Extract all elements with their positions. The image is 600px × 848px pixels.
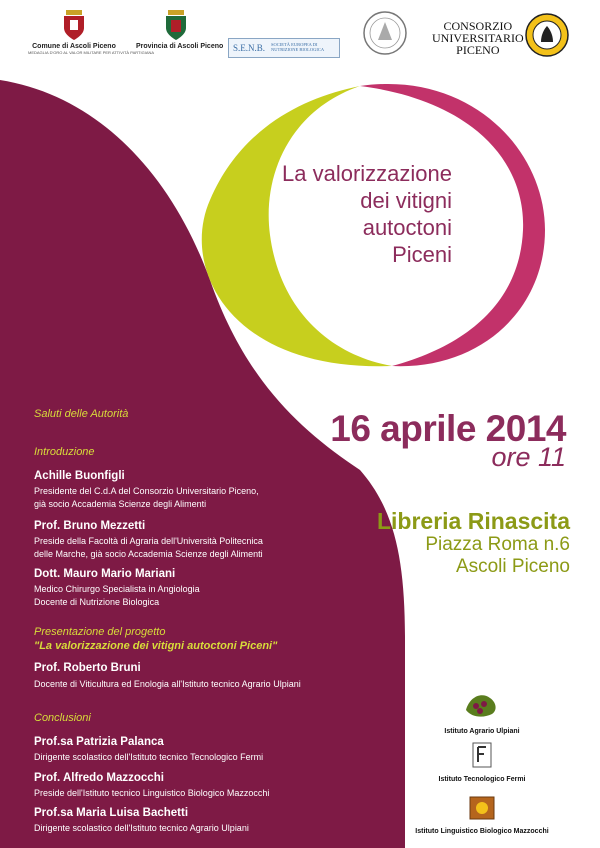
speaker-name: Prof. Roberto Bruni — [34, 662, 141, 674]
institute-ulpiani — [407, 690, 557, 735]
event-time: ore 11 — [491, 442, 566, 472]
speaker-role: Docente di Viticultura ed Enologia all'Istituto tecnico Agrario Ulpiani — [34, 679, 301, 689]
consorzio-seal-logo — [524, 12, 570, 61]
institute-name: Istituto Agrario Ulpiani — [444, 728, 520, 735]
senb-logo — [228, 38, 340, 58]
venue-address: Piazza Roma n.6 — [425, 534, 570, 555]
consorzio-seal-icon — [524, 12, 570, 58]
comune-crest-icon — [63, 10, 85, 40]
venue-city: Ascoli Piceno — [455, 556, 570, 577]
speaker-role: già socio Accademia Scienze degli Alimenti — [34, 499, 207, 509]
venue-name: Libreria Rinascita — [376, 508, 570, 534]
speaker-role: Dirigente scolastico dell'Istituto tecnico Tecnologico Fermi — [34, 752, 264, 762]
speaker-role: Preside della Facoltà di Agraria dell'Università Politecnica — [34, 536, 263, 546]
university-seal-icon — [362, 10, 408, 56]
speaker-role: Dirigente scolastico dell'Istituto tecnico Agrario Ulpiani — [34, 823, 249, 833]
provincia-crest-icon — [165, 10, 187, 40]
mazzocchi-logo-icon — [469, 796, 495, 820]
speaker-role: Docente di Nutrizione Biologica — [34, 597, 160, 607]
university-seal-logo — [360, 10, 410, 59]
speaker-role: delle Marche, già socio Accademia Scienze degli Alimenti — [34, 549, 263, 559]
speaker-name: Prof. Bruno Mezzetti — [34, 520, 146, 532]
speaker-role: Medico Chirurgo Specialista in Angiologia — [34, 584, 200, 594]
speaker-name: Prof. Alfredo Mazzocchi — [34, 772, 164, 784]
speaker-name: Prof.sa Maria Luisa Bachetti — [34, 807, 189, 819]
speaker-name: Achille Buonfigli — [34, 470, 125, 482]
ulpiani-logo-icon — [462, 690, 502, 720]
consorzio-label: CONSORZIO UNIVERSITARIO PICENO — [432, 19, 524, 57]
section-saluti: Saluti delle Autorità — [34, 408, 129, 420]
event-title: La valorizzazione dei vitigni autoctoni Piceni — [282, 161, 452, 267]
institute-name: Istituto Linguistico Biologico Mazzocchi — [415, 828, 549, 835]
speaker-role: Preside dell'Istituto tecnico Linguistico Biologico Mazzocchi — [34, 788, 270, 798]
senb-abbr: S.E.N.B. — [233, 42, 266, 53]
speaker-role: Presidente del C.d.A del Consorzio Universitario Piceno, — [34, 486, 259, 496]
section-conclusioni: Conclusioni — [34, 712, 91, 724]
speaker-name: Prof.sa Patrizia Palanca — [34, 736, 164, 748]
senb-full: SOCIETÀ EUROPEA DI NUTRIZIONE BIOLOGICA — [271, 42, 325, 52]
project-title-quote: "La valorizzazione dei vitigni autoctoni Piceni" — [34, 640, 278, 652]
institute-fermi — [407, 742, 557, 783]
institute-mazzocchi — [407, 796, 557, 835]
provincia-logo — [136, 10, 224, 51]
event-date: 16 aprile 2014 — [330, 408, 566, 449]
comune-sublabel: MEDAGLIA D'ORO AL VALOR MILITARE PER ATTIVITÀ PARTIGIANA — [28, 50, 155, 56]
provincia-label: Provincia di Ascoli Piceno — [136, 43, 224, 51]
fermi-logo-icon — [472, 742, 492, 768]
comune-logo — [28, 10, 155, 56]
comune-label: Comune di Ascoli Piceno — [32, 43, 116, 51]
section-introduzione: Introduzione — [34, 446, 95, 458]
section-presentazione: Presentazione del progetto — [34, 626, 166, 638]
institute-name: Istituto Tecnologico Fermi — [438, 776, 526, 783]
speaker-name: Dott. Mauro Mario Mariani — [34, 568, 176, 580]
consorzio-logo — [432, 20, 524, 56]
